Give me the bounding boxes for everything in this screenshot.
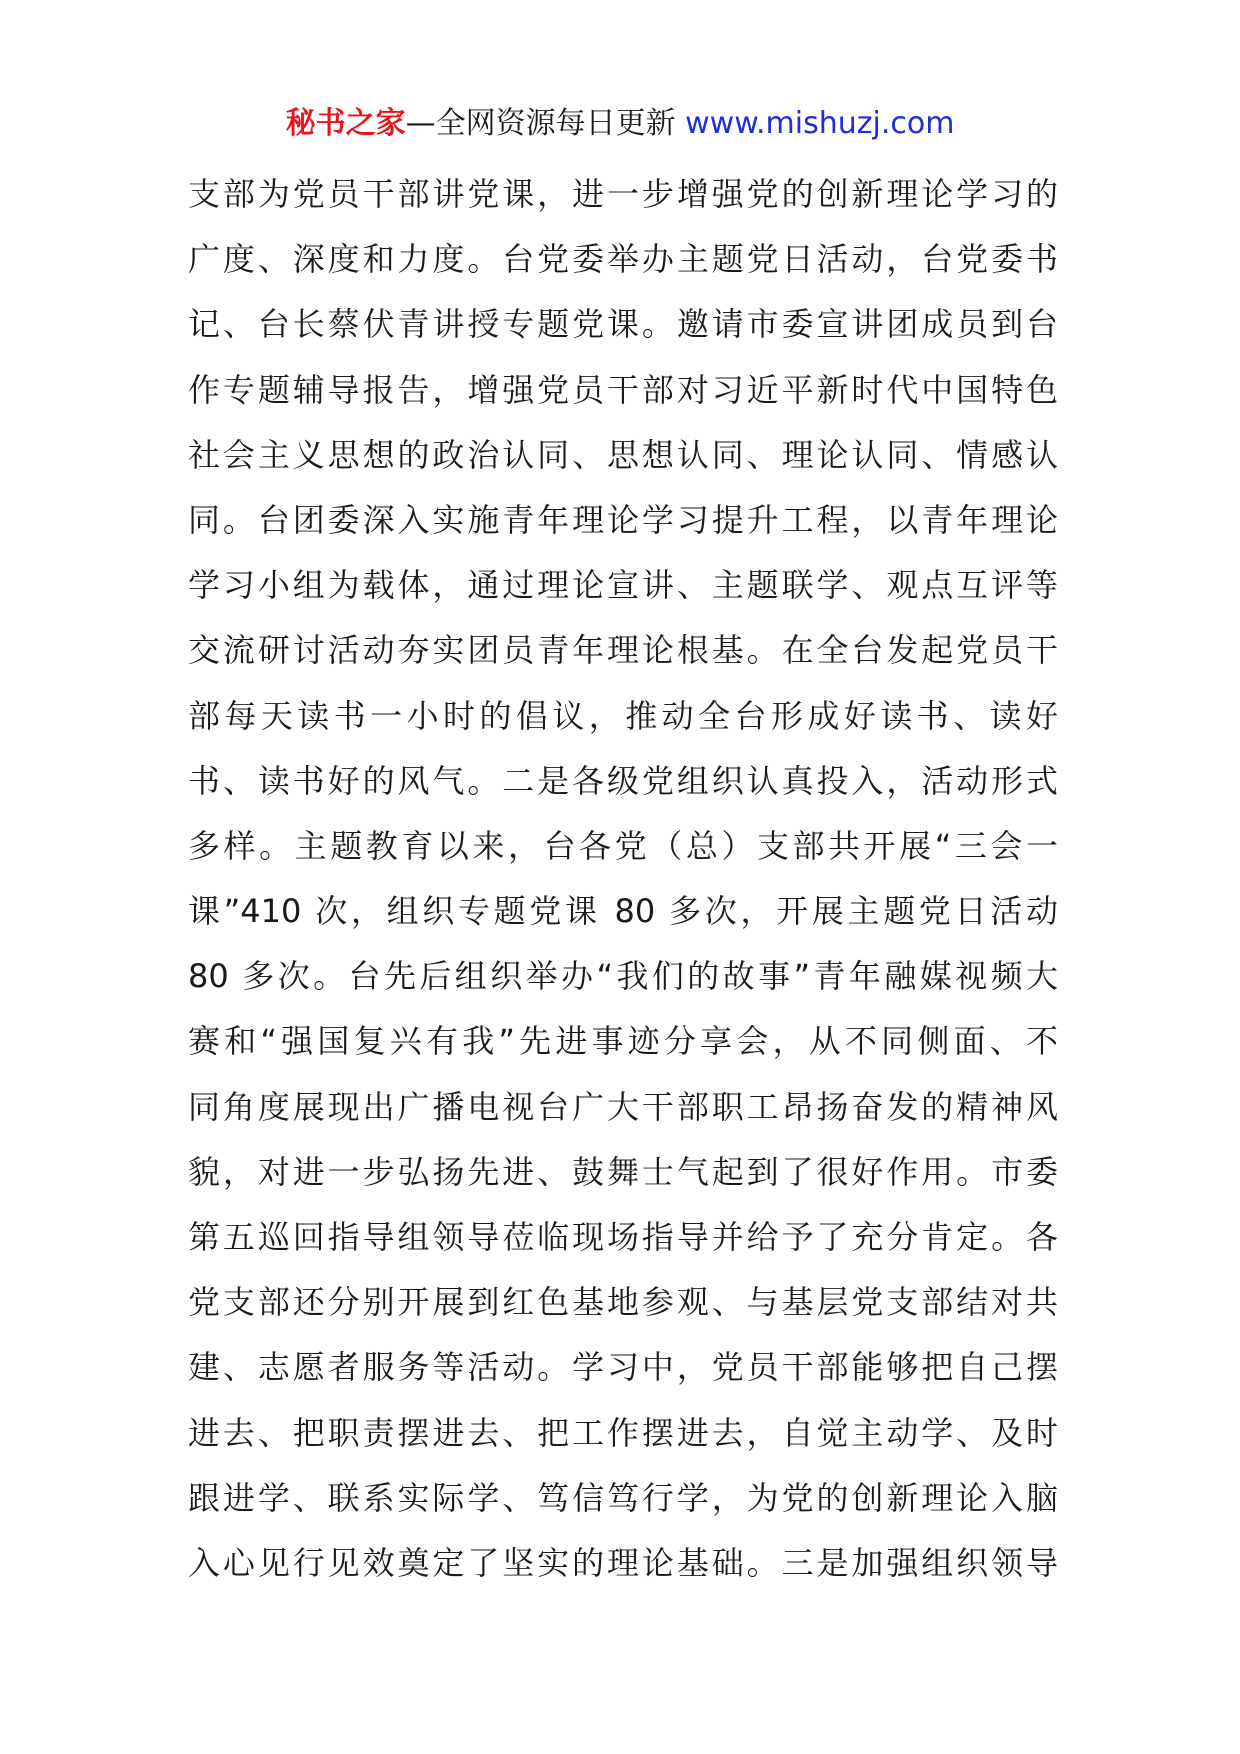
text-line: 记、台长蔡伏青讲授专题党课。邀请市委宣讲团成员到台 [188,305,1058,344]
text-line: 支部为党员干部讲党课，进一步增强党的创新理论学习的 [188,175,1058,213]
site-url-link[interactable]: www.mishuzj.com [685,106,955,141]
document-body [188,162,1058,1596]
text-line: 部每天读书一小时的倡议，推动全台形成好读书、读好 [188,696,1058,735]
header-tagline: —全网资源每日更新 [405,106,676,141]
text-line: 入心见行见效奠定了坚实的理论基础。三是加强组织领导 [188,1543,1058,1582]
text-line: 同角度展现出广播电视台广大干部职工昂扬奋发的精神风 [188,1087,1058,1126]
text-line: 建、志愿者服务等活动。学习中，党员干部能够把自己摆 [188,1348,1058,1387]
text-line: 交流研讨活动夯实团员青年理论根基。在全台发起党员干 [188,631,1058,670]
text-line: 80 多次。台先后组织举办“我们的故事”青年融媒视频大 [188,957,1058,996]
page-header [0,100,1240,148]
text-line: 社会主义思想的政治认同、思想认同、理论认同、情感认 [188,435,1058,474]
text-line: 进去、把职责摆进去、把工作摆进去，自觉主动学、及时 [188,1413,1058,1452]
text-line: 课”410 次，组织专题党课 80 多次，开展主题党日活动 [188,892,1058,931]
text-line: 同。台团委深入实施青年理论学习提升工程，以青年理论 [188,500,1058,539]
text-line: 学习小组为载体，通过理论宣讲、主题联学、观点互评等 [188,566,1058,605]
text-line: 党支部还分别开展到红色基地参观、与基层党支部结对共 [188,1283,1058,1322]
text-line: 作专题辅导报告，增强党员干部对习近平新时代中国特色 [188,370,1058,409]
text-line: 赛和“强国复兴有我”先进事迹分享会，从不同侧面、不 [188,1022,1058,1061]
text-line: 第五巡回指导组领导莅临现场指导并给予了充分肯定。各 [188,1218,1058,1256]
text-line: 跟进学、联系实际学、笃信笃行学，为党的创新理论入脑 [188,1478,1058,1517]
text-line: 广度、深度和力度。台党委举办主题党日活动，台党委书 [188,240,1058,279]
text-line: 多样。主题教育以来，台各党（总）支部共开展“三会一 [188,826,1058,865]
brand-name: 秘书之家 [285,106,406,141]
text-line: 书、读书好的风气。二是各级党组织认真投入，活动形式 [188,761,1058,800]
text-line: 貌，对进一步弘扬先进、鼓舞士气起到了很好作用。市委 [188,1152,1058,1191]
